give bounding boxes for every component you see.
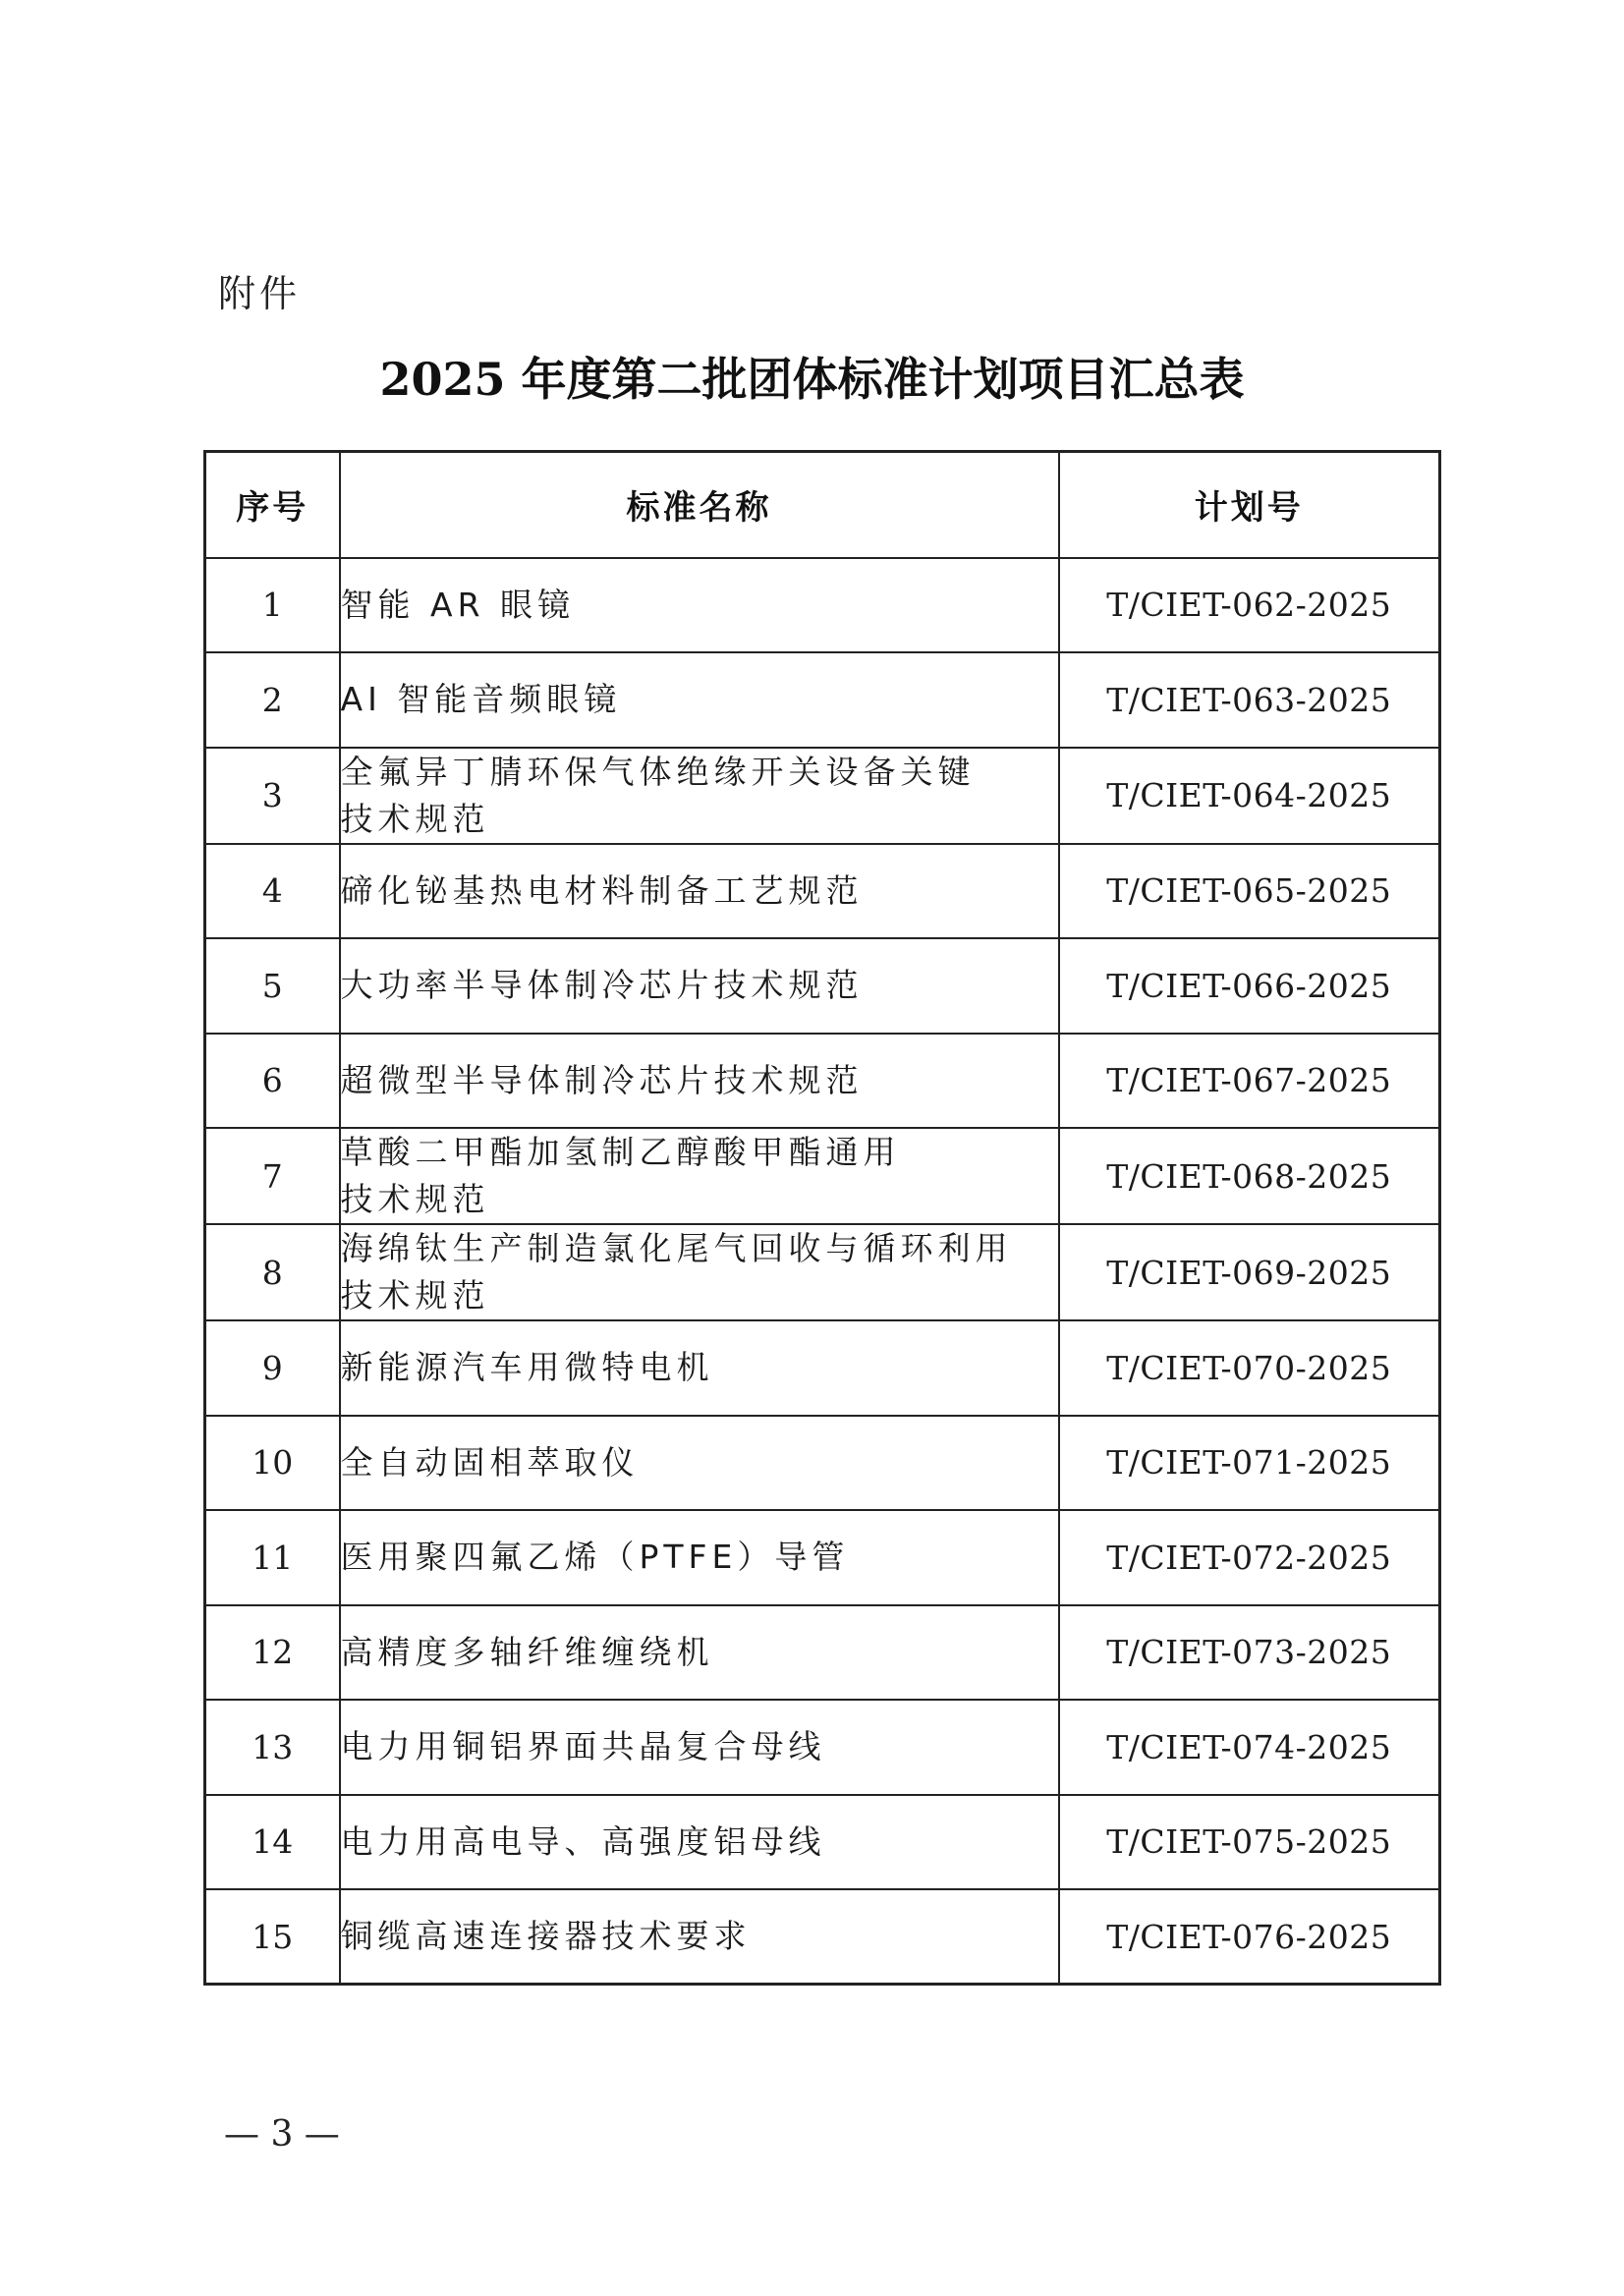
row-plan-number: T/CIET-074-2025 (1059, 1700, 1440, 1795)
table-row (205, 1700, 1440, 1795)
row-plan-number: T/CIET-062-2025 (1059, 558, 1440, 653)
row-index: 4 (205, 844, 340, 939)
row-standard-name (340, 1320, 1059, 1416)
standard-name-line: 技术规范 (340, 1276, 490, 1315)
row-standard-name (340, 1889, 1059, 1985)
row-plan-number: T/CIET-076-2025 (1059, 1889, 1440, 1985)
row-standard-name (340, 844, 1059, 939)
row-index: 1 (205, 558, 340, 653)
row-index: 14 (205, 1795, 340, 1890)
row-plan-number: T/CIET-069-2025 (1059, 1224, 1440, 1320)
page-number: — 3 — (224, 2114, 340, 2155)
row-standard-name (340, 1416, 1059, 1511)
row-index: 8 (205, 1224, 340, 1320)
header-plan-number: 计划号 (1059, 452, 1440, 558)
row-plan-number: T/CIET-072-2025 (1059, 1510, 1440, 1605)
row-index: 3 (205, 748, 340, 844)
row-plan-number: T/CIET-063-2025 (1059, 652, 1440, 748)
row-plan-number: T/CIET-064-2025 (1059, 748, 1440, 844)
table-row (205, 748, 1440, 844)
standard-name-line: 草酸二甲酯加氢制乙醇酸甲酯通用 (340, 1133, 901, 1171)
row-index: 15 (205, 1889, 340, 1985)
standard-name-line: 新能源汽车用微特电机 (340, 1348, 714, 1387)
table-row (205, 1795, 1440, 1890)
standard-name-line: 医用聚四氟乙烯（PTFE）导管 (340, 1538, 850, 1577)
standards-summary-table (203, 450, 1441, 1986)
standard-name-line: 超微型半导体制冷芯片技术规范 (340, 1060, 864, 1099)
row-plan-number: T/CIET-067-2025 (1059, 1034, 1440, 1129)
row-index: 5 (205, 938, 340, 1034)
row-index: 12 (205, 1605, 340, 1701)
table-row (205, 844, 1440, 939)
table-row (205, 1320, 1440, 1416)
header-index: 序号 (205, 452, 340, 558)
row-standard-name (340, 1510, 1059, 1605)
standard-name-line: 技术规范 (340, 1180, 490, 1218)
row-index: 9 (205, 1320, 340, 1416)
table-row (205, 1416, 1440, 1511)
row-index: 11 (205, 1510, 340, 1605)
table-row (205, 1510, 1440, 1605)
row-standard-name (340, 558, 1059, 653)
standard-name-line: 全氟异丁腈环保气体绝缘开关设备关键 (340, 752, 976, 791)
row-plan-number: T/CIET-073-2025 (1059, 1605, 1440, 1701)
table-row (205, 938, 1440, 1034)
header-standard-name: 标准名称 (340, 452, 1059, 558)
standard-name-line: 全自动固相萃取仪 (340, 1442, 640, 1482)
table-row (205, 1128, 1440, 1224)
table-body (205, 558, 1440, 1985)
standard-name-line: AI 智能音频眼镜 (340, 680, 622, 719)
row-plan-number: T/CIET-075-2025 (1059, 1795, 1440, 1890)
table-row (205, 1605, 1440, 1701)
table-header-row (205, 452, 1440, 558)
row-standard-name (340, 1700, 1059, 1795)
table-row (205, 558, 1440, 653)
standard-name-line: 铜缆高速连接器技术要求 (340, 1917, 752, 1955)
row-plan-number: T/CIET-071-2025 (1059, 1416, 1440, 1511)
standard-name-line: 智能 AR 眼镜 (340, 585, 575, 624)
row-plan-number: T/CIET-068-2025 (1059, 1128, 1440, 1224)
attachment-label: 附件 (218, 272, 302, 315)
row-plan-number: T/CIET-066-2025 (1059, 938, 1440, 1034)
table-row (205, 1034, 1440, 1129)
table-row (205, 652, 1440, 748)
row-index: 6 (205, 1034, 340, 1129)
row-standard-name (340, 1034, 1059, 1129)
standard-name-line: 大功率半导体制冷芯片技术规范 (340, 966, 864, 1005)
row-index: 2 (205, 652, 340, 748)
row-index: 13 (205, 1700, 340, 1795)
standard-name-line: 海绵钛生产制造氯化尾气回收与循环利用 (340, 1229, 1013, 1267)
row-standard-name (340, 748, 1059, 844)
row-standard-name (340, 652, 1059, 748)
row-standard-name (340, 1128, 1059, 1224)
row-plan-number: T/CIET-065-2025 (1059, 844, 1440, 939)
document-title: 2025 年度第二批团体标准计划项目汇总表 (379, 353, 1245, 406)
standard-name-line: 技术规范 (340, 799, 490, 838)
row-standard-name (340, 1224, 1059, 1320)
row-index: 10 (205, 1416, 340, 1511)
standard-name-line: 电力用高电导、高强度铝母线 (340, 1821, 826, 1861)
standard-name-line: 碲化铋基热电材料制备工艺规范 (340, 870, 864, 910)
standard-name-line: 高精度多轴纤维缠绕机 (340, 1632, 714, 1671)
table-row (205, 1889, 1440, 1985)
row-index: 7 (205, 1128, 340, 1224)
standard-name-line: 电力用铜铝界面共晶复合母线 (340, 1727, 826, 1766)
row-standard-name (340, 938, 1059, 1034)
table-row (205, 1224, 1440, 1320)
row-plan-number: T/CIET-070-2025 (1059, 1320, 1440, 1416)
row-standard-name (340, 1795, 1059, 1890)
row-standard-name (340, 1605, 1059, 1701)
